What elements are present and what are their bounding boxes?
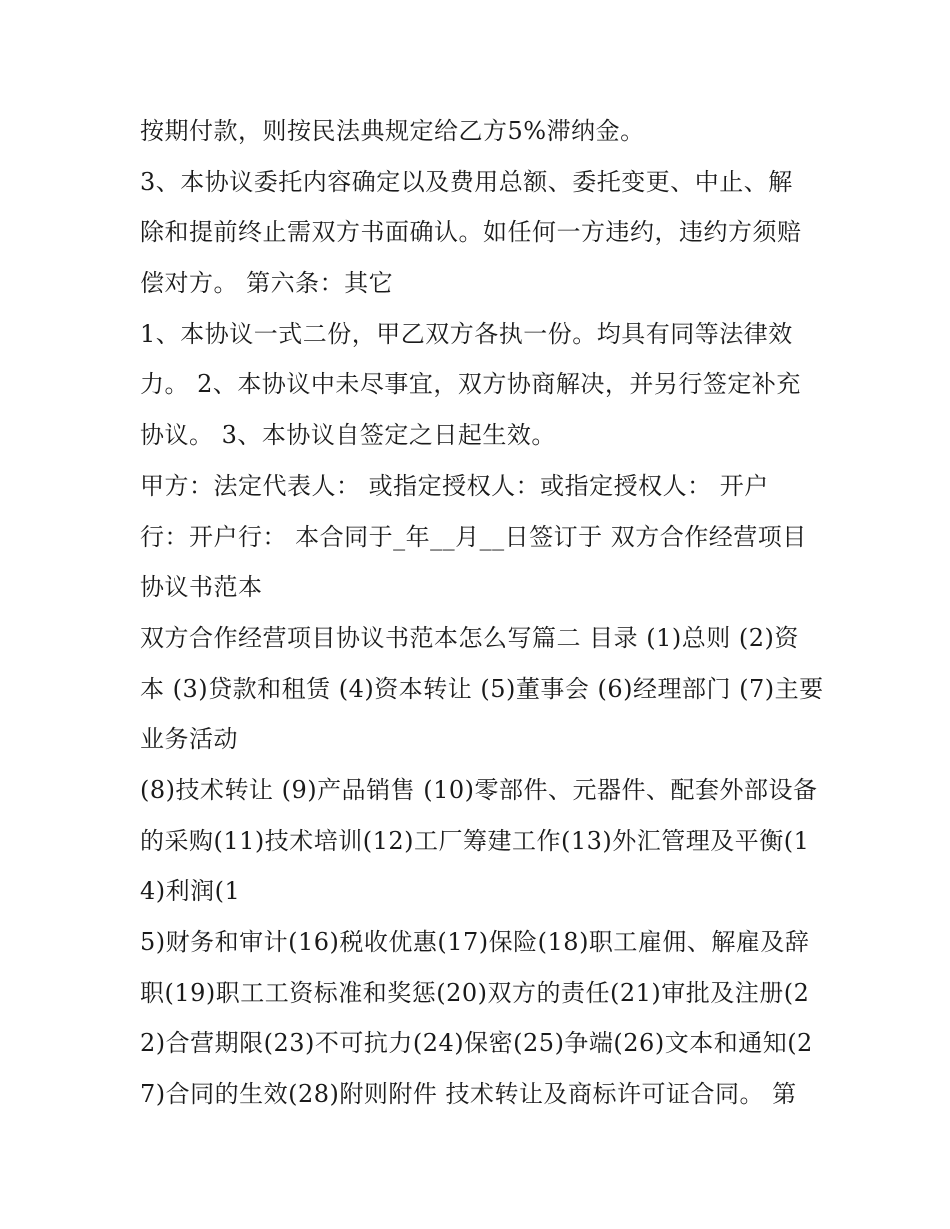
text-line: 业务活动 [140,725,238,754]
text-line: 按期付款，则按民法典规定给乙方5%滞纳金。 [140,117,645,145]
text-line: 3、本协议委托内容确定以及费用总额、委托变更、中止、解 [140,167,793,196]
text-line: 本 (3)贷款和租赁 (4)资本转让 (5)董事会 (6)经理部门 (7)主要 [140,674,824,703]
text-line: 甲方：法定代表人： 或指定授权人：或指定授权人： 开户 [140,471,769,500]
document-body [140,106,824,1120]
text-line: 1、本协议一式二份，甲乙双方各执一份。均具有同等法律效 [140,319,793,348]
text-line: 的采购(11)技术培训(12)工厂筹建工作(13)外汇管理及平衡(1 [140,826,810,855]
text-line: 协议书范本 [140,573,263,602]
text-line: 双方合作经营项目协议书范本怎么写篇二 目录 (1)总则 (2)资 [140,623,799,652]
text-line: 7)合同的生效(28)附则附件 技术转让及商标许可证合同。 第 [140,1080,797,1109]
text-line: 偿对方。 第六条：其它 [140,269,394,298]
text-line: 力。 2、本协议中未尽事宜，双方协商解决，并另行签定补充 [140,370,801,399]
text-line: 除和提前终止需双方书面确认。如任何一方违约，违约方须赔 [140,218,802,247]
text-line: 协议。 3、本协议自签定之日起生效。 [140,421,556,450]
text-line: 5)财务和审计(16)税收优惠(17)保险(18)职工雇佣、解雇及辞 [140,928,810,956]
text-line: 2)合营期限(23)不可抗力(24)保密(25)争端(26)文本和通知(2 [140,1029,813,1058]
text-line: 职(19)职工工资标准和奖惩(20)双方的责任(21)审批及注册(2 [140,978,810,1007]
text-line: 行：开户行： 本合同于_年__月__日签订于 双方合作经营项目 [140,522,807,551]
text-line: (8)技术转让 (9)产品销售 (10)零部件、元器件、配套外部设备 [140,775,818,804]
text-line: 4)利润(1 [140,877,241,906]
